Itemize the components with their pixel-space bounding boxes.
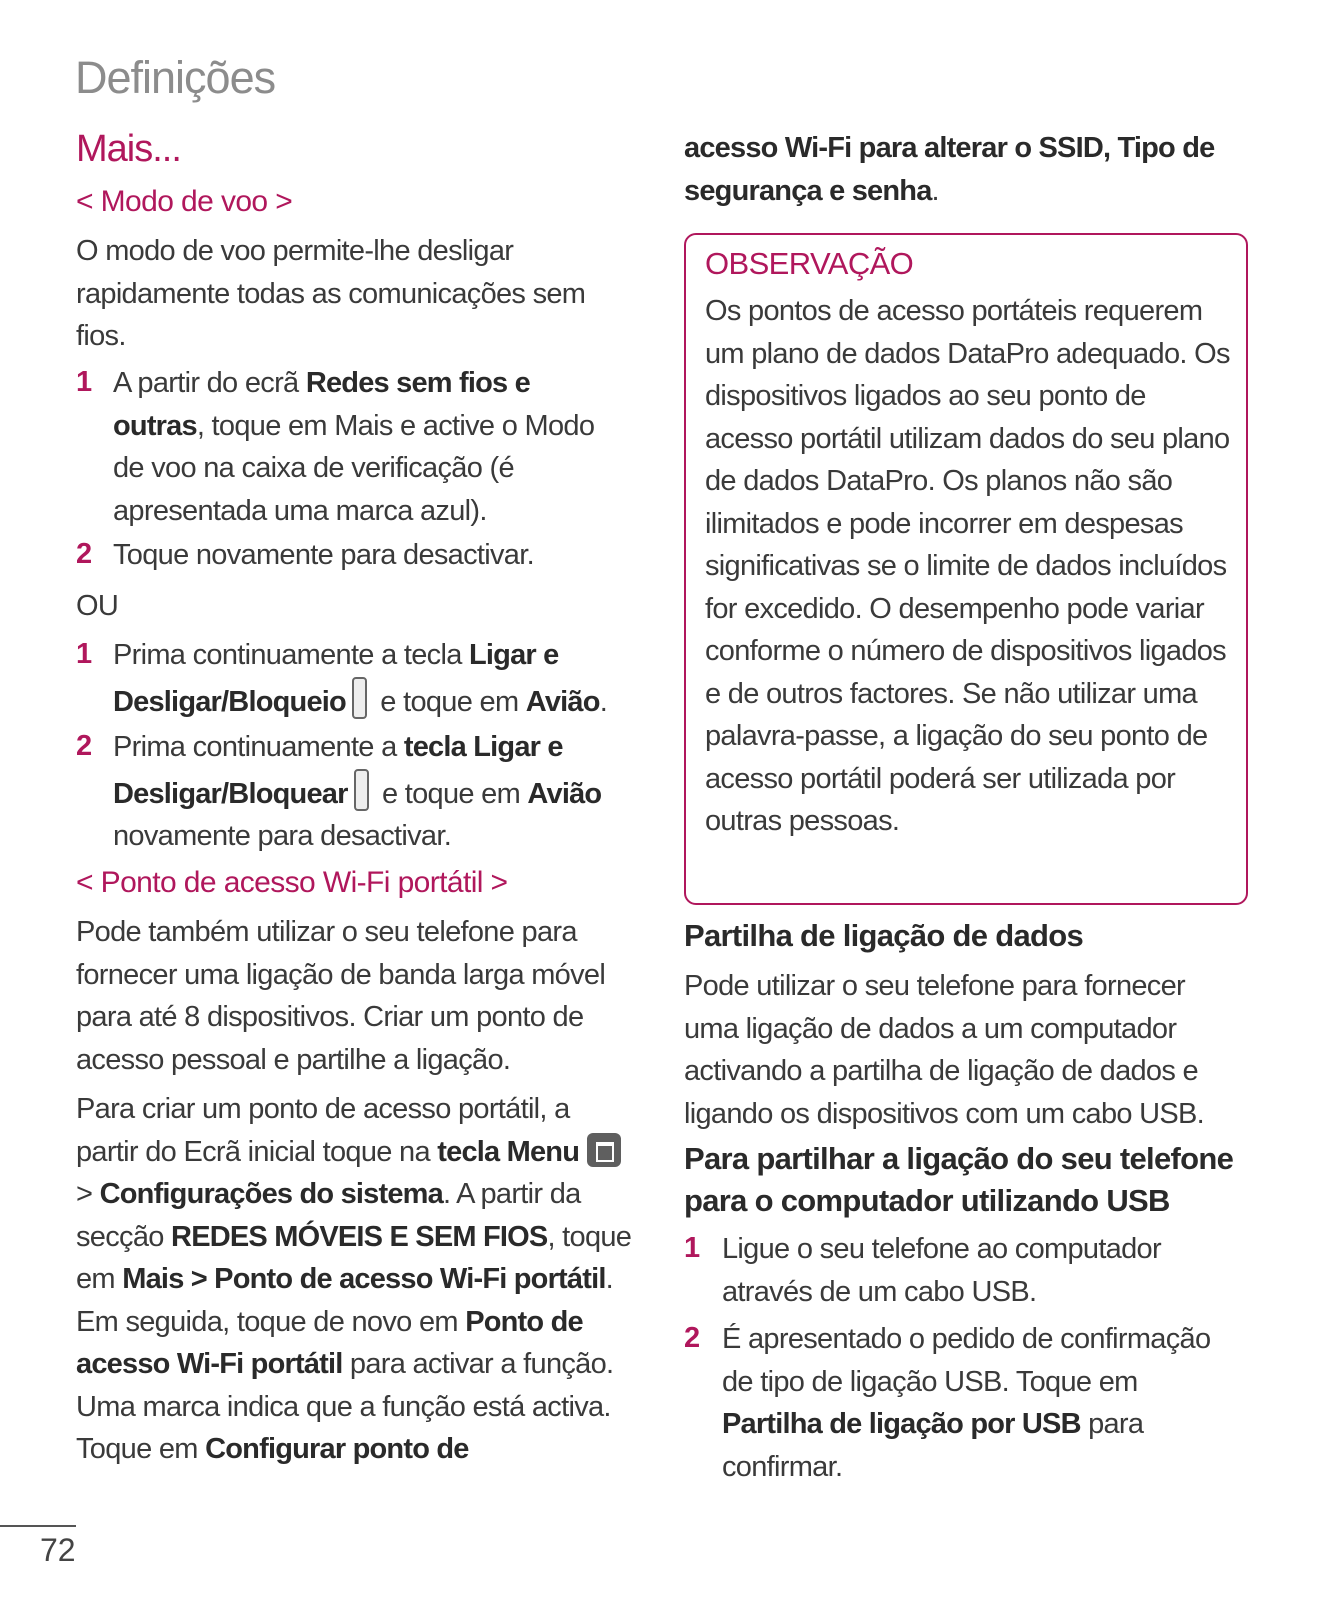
step-number: 1 (76, 638, 93, 670)
step-number: 2 (76, 538, 93, 570)
usb-step-1: Ligue o seu telefone ao computador através de um cabo USB. (722, 1233, 1161, 1308)
page-header-title: Definições (75, 52, 276, 103)
or-label: OU (76, 590, 119, 622)
menu-key-icon (587, 1133, 621, 1167)
power-key-icon (352, 677, 367, 719)
usb-step-2: É apresentado o pedido de confirmação de tipo de ligação USB. Toque em Partilha de ligação por USB para confirmar. (722, 1323, 1211, 1483)
flight-alt-step-1: Prima continuamente a tecla Ligar e Desligar/Bloqueio e toque em Avião. (113, 639, 608, 718)
usb-heading: Para partilhar a ligação do seu telefone para o computador utilizando USB (684, 1141, 1234, 1218)
flight-alt-step-2: Prima continuamente a tecla Ligar e Desligar/Bloquear e toque em Avião novamente para desactivar. (113, 731, 602, 852)
step-number: 2 (76, 730, 93, 762)
note-title: OBSERVAÇÃO (705, 246, 914, 281)
step-number: 1 (76, 366, 93, 398)
section-title: Mais... (76, 128, 181, 170)
flight-step-1: A partir do ecrã Redes sem fios e outras, toque em Mais e active o Modo de voo na caixa de verificação (é apresentada uma marca azul). (113, 367, 595, 527)
power-key-icon (354, 769, 369, 811)
flight-step-2: Toque novamente para desactivar. (113, 539, 534, 571)
hotspot-heading: < Ponto de acesso Wi-Fi portátil > (76, 866, 508, 899)
tethering-heading: Partilha de ligação de dados (684, 918, 1084, 953)
hotspot-paragraph-2: Para criar um ponto de acesso portátil, a partir do Ecrã inicial toque na tecla Menu > Configurações do sistema. A partir da secção REDES MÓVEIS E SEM FIOS, toque em Mais > Ponto de acesso Wi-Fi portátil. Em seguida, toque de novo em Ponto de acesso Wi-Fi portátil para activar a função. Uma marca indica que a função está activa. Toque em Configurar ponto de (76, 1093, 632, 1465)
flight-mode-heading: < Modo de voo > (76, 185, 293, 218)
step-number: 1 (684, 1232, 701, 1264)
page-number-rule (0, 1525, 76, 1527)
continued-paragraph: acesso Wi-Fi para alterar o SSID, Tipo de segurança e senha. (684, 132, 1215, 207)
note-text: Os pontos de acesso portáteis requerem um plano de dados DataPro adequado. Os dispositivos ligados ao seu ponto de acesso portátil utilizam dados do seu plano de dados DataPro. Os planos não são ilimitados e pode incorrer em despesas significativas se o limite de dados incluídos for excedido. O desempenho pode variar conforme o número de dispositivos ligados e de outros factores. Se não utilizar uma palavra-passe, a ligação do seu ponto de acesso portátil poderá ser utilizada por outras pessoas. (705, 295, 1230, 837)
hotspot-paragraph-1: Pode também utilizar o seu telefone para fornecer uma ligação de banda larga móvel para até 8 dispositivos. Criar um ponto de acesso pessoal e partilhe a ligação. (76, 916, 606, 1076)
page-number: 72 (40, 1532, 76, 1568)
tethering-intro: Pode utilizar o seu telefone para fornecer uma ligação de dados a um computador activando a partilha de ligação de dados e ligando os dispositivos com um cabo USB. (684, 970, 1205, 1130)
flight-mode-intro: O modo de voo permite-lhe desligar rapidamente todas as comunicações sem fios. (76, 235, 586, 352)
step-number: 2 (684, 1322, 701, 1354)
